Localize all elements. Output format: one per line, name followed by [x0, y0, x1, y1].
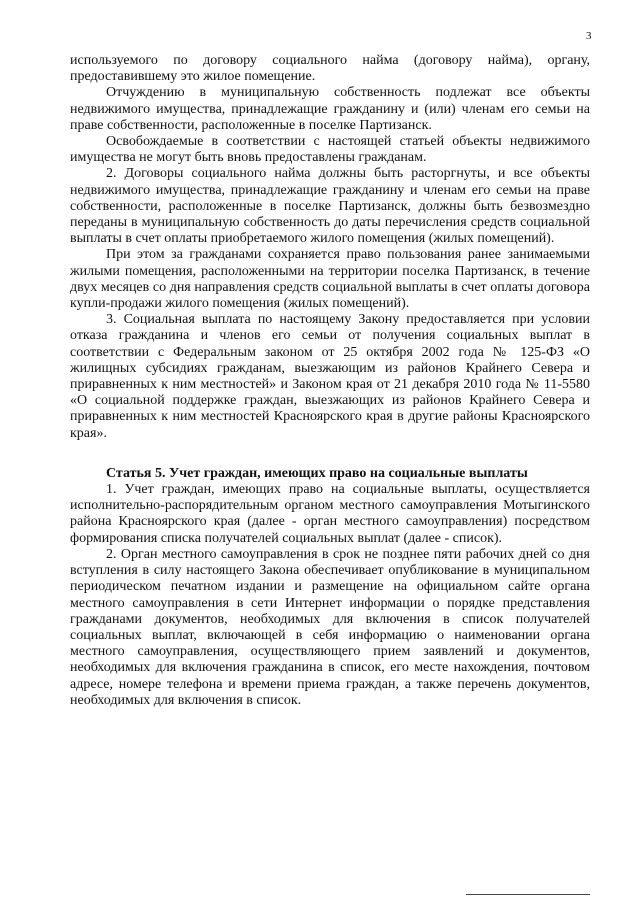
footer-divider	[466, 894, 590, 895]
paragraph-continuation: используемого по договору социального найма (договору найма), органу, предоставившему это жилое помещение.	[70, 53, 590, 85]
paragraph: При этом за гражданами сохраняется право пользования ранее занимаемыми жилыми помещения, расположенными на территории поселка Партизанск, в течение двух месяцев со дня направления средств социальной выплаты в счет оплаты договора купли-продажи жилого помещения (жилых помещений).	[70, 247, 590, 312]
page-number: 3	[586, 30, 592, 42]
paragraph: 1. Учет граждан, имеющих право на социальные выплаты, осуществляется исполнительно-распорядительным органом местного самоуправления Мотыгинского района Красноярского края (далее - орган местного самоуправления) посредством формирования списка получателей социальных выплат (далее - список).	[70, 482, 590, 546]
paragraph: 2. Орган местного самоуправления в срок не позднее пяти рабочих дней со дня вступления в силу настоящего Закона обеспечивает опубликование в муниципальном периодическом печатном издании и размещение на официальном сайте органа местного самоуправления в сети Интернет информации о порядке представления гражданами документов, необходимых для включения в список получателей социальных выплат, включающей в себя информацию о наименовании органа местного самоуправления, осуществляющего прием заявлений и документов, необходимых для включения гражданина в список, его месте нахождения, почтовом адресе, номере телефона и времени приема граждан, а также перечень документов, необходимых для включения в список.	[70, 546, 590, 708]
paragraph: Освобождаемые в соответствии с настоящей статьей объекты недвижимого имущества не могут быть вновь предоставлены гражданам.	[70, 134, 590, 166]
paragraph: Отчуждению в муниципальную собственность подлежат все объекты недвижимого имущества, принадлежащие гражданину и (или) членам его семьи на праве собственности, расположенные в поселке Партизанск.	[70, 85, 590, 133]
article-heading: Статья 5. Учет граждан, имеющих право на социальные выплаты	[106, 465, 528, 481]
document-body	[70, 53, 590, 709]
paragraph: 3. Социальная выплата по настоящему Закону предоставляется при условии отказа гражданина и членов его семьи от получения социальных выплат в соответствии с Федеральным законом от 25 октября 2002 года № 125-ФЗ «О жилищных субсидиях гражданам, выезжающим из районов Крайнего Севера и приравненных к ним местностей» и Законом края от 21 декабря 2010 года № 11-5580 «О социальной поддержке граждан, выезжающих из районов Крайнего Севера и приравненных к ним местностей Красноярского края в другие районы Красноярского края».	[70, 312, 590, 441]
paragraph: 2. Договоры социального найма должны быть расторгнуты, и все объекты недвижимого имущества, принадлежащие гражданину и членам его семьи на праве собственности, расположенные в поселке Партизанск, должны быть безвозмездно переданы в муниципальную собственность до даты перечисления средств социальной выплаты в счет оплаты приобретаемого жилого помещения (жилых помещений).	[70, 166, 590, 247]
